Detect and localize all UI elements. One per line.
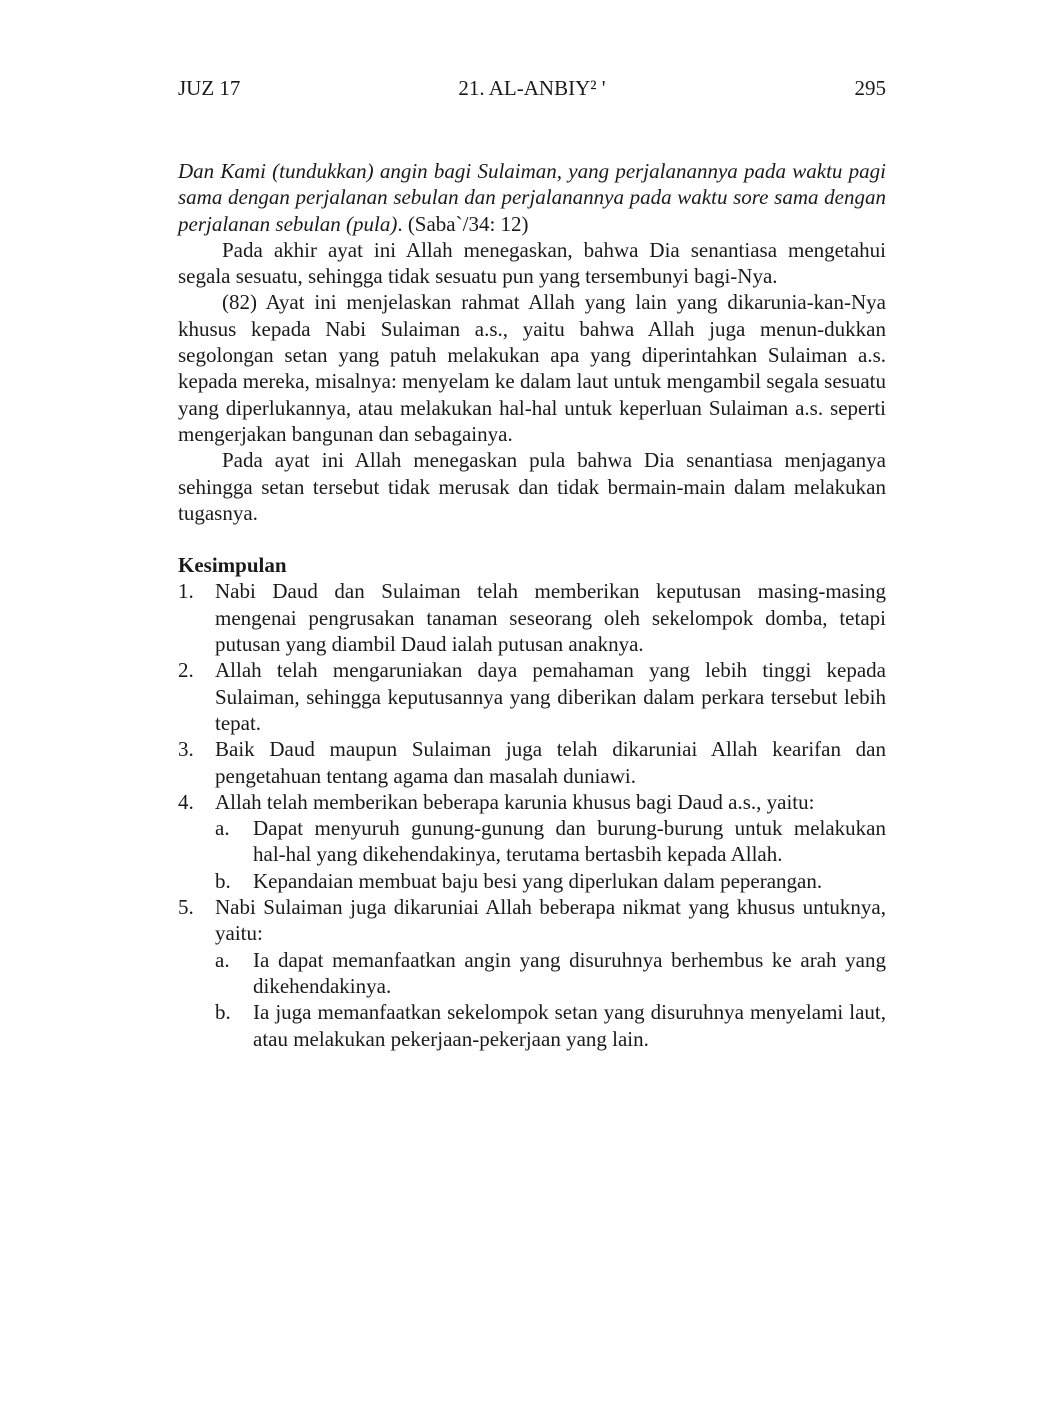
list-item xyxy=(178,657,886,736)
sub-list xyxy=(215,815,886,894)
sub-list-item-letter: a. xyxy=(215,947,230,972)
list-item-number: 4. xyxy=(178,789,194,814)
quote-paragraph xyxy=(178,158,886,237)
sub-list-item-letter: b. xyxy=(215,868,231,893)
surah-title: 21. AL-ANBIY² ' xyxy=(458,76,606,100)
sub-list-item-text: Ia juga memanfaatkan sekelompok setan yang disuruhnya menyelami laut, atau melakukan pekerjaan-pekerjaan yang lain. xyxy=(253,1000,886,1051)
sub-list-item xyxy=(215,815,886,868)
body-paragraph: (82) Ayat ini menjelaskan rahmat Allah yang lain yang dikarunia-kan-Nya khusus kepada Nabi Sulaiman a.s., yaitu bahwa Allah juga menun-dukkan segolongan setan yang patuh melakukan apa yang diperintahkan Sulaiman a.s. kepada mereka, misalnya: menyelam ke dalam laut untuk mengambil segala sesuatu yang diperlukannya, atau melakukan hal-hal untuk keperluan Sulaiman a.s. seperti mengerjakan bangunan dan sebagainya. xyxy=(178,290,886,446)
quote-text: Dan Kami (tundukkan) angin bagi Sulaiman, yang perjalanannya pada waktu pagi sama dengan perjalanan sebulan dan perjalanannya pada waktu sore sama dengan perjalanan sebulan (pula) xyxy=(178,159,886,236)
page-header xyxy=(178,74,886,102)
list-item-text: Allah telah mengaruniakan daya pemahaman yang lebih tinggi kepada Sulaiman, sehingga keputusannya yang diberikan dalam perkara tersebut lebih tepat. xyxy=(215,658,886,735)
list-item-number: 2. xyxy=(178,658,194,683)
page-number: 295 xyxy=(854,76,886,100)
sub-list xyxy=(215,947,886,1052)
body-paragraph: Pada ayat ini Allah menegaskan pula bahwa Dia senantiasa menjaganya sehingga setan tersebut tidak merusak dan tidak bermain-main dalam melakukan tugasnya. xyxy=(178,448,886,525)
list-item xyxy=(178,578,886,657)
list-item-text: Nabi Sulaiman juga dikaruniai Allah beberapa nikmat yang khusus untuknya, yaitu: xyxy=(215,895,886,946)
list-item-text: Allah telah memberikan beberapa karunia khusus bagi Daud a.s., yaitu: xyxy=(215,789,815,814)
list-item xyxy=(178,789,886,894)
list-item-text: Baik Daud maupun Sulaiman juga telah dikaruniai Allah kearifan dan pengetahuan tentang agama dan masalah duniawi. xyxy=(215,737,886,788)
sub-list-item-text: Dapat menyuruh gunung-gunung dan burung-burung untuk melakukan hal-hal yang dikehendakinya, terutama bertasbih kepada Allah. xyxy=(253,816,886,867)
section-heading: Kesimpulan xyxy=(178,553,287,578)
page-body xyxy=(178,158,886,1052)
sub-list-item-text: Kepandaian membuat baju besi yang diperlukan dalam peperangan. xyxy=(253,868,823,893)
list-item xyxy=(178,894,886,1052)
list-item xyxy=(178,736,886,789)
sub-list-item xyxy=(215,999,886,1052)
sub-list-item-letter: a. xyxy=(215,816,230,841)
list-item-number: 5. xyxy=(178,895,194,920)
sub-list-item xyxy=(215,947,886,1000)
list-item-text: Nabi Daud dan Sulaiman telah memberikan keputusan masing-masing mengenai pengrusakan tanaman seseorang oleh sekelompok domba, tetapi putusan yang diambil Daud ialah putusan anaknya. xyxy=(215,579,886,657)
sub-list-item-text: Ia dapat memanfaatkan angin yang disuruhnya berhembus ke arah yang dikehendakinya. xyxy=(253,947,886,998)
sub-list-item-letter: b. xyxy=(215,1000,231,1025)
conclusion-list xyxy=(178,578,886,1051)
list-item-number: 3. xyxy=(178,737,194,762)
quote-reference: . (Saba`/34: 12) xyxy=(397,211,529,236)
sub-list-item xyxy=(215,868,886,894)
juz-label: JUZ 17 xyxy=(178,76,241,100)
body-paragraph: Pada akhir ayat ini Allah menegaskan, bahwa Dia senantiasa mengetahui segala sesuatu, sehingga tidak sesuatu pun yang tersembunyi bagi-Nya. xyxy=(178,237,886,289)
list-item-number: 1. xyxy=(178,579,194,604)
